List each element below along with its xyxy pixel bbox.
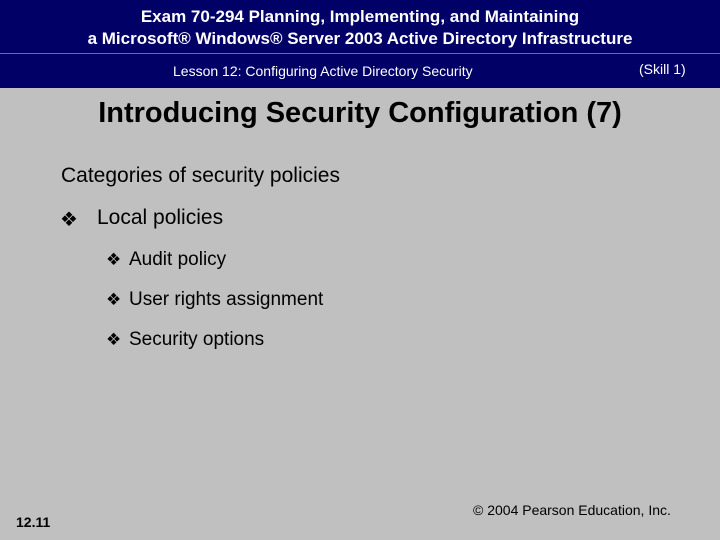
- list-item-audit-policy: Audit policy: [129, 249, 227, 270]
- list-item-security-options: Security options: [129, 329, 265, 350]
- diamond-bullet-icon: ❖: [106, 250, 122, 270]
- slide-title: Introducing Security Configuration (7): [98, 97, 622, 129]
- list-item-local-policies: Local policies: [97, 206, 224, 229]
- intro-text: Categories of security policies: [61, 164, 340, 187]
- diamond-bullet-icon: ❖: [60, 207, 78, 231]
- list-item-user-rights-assignment: User rights assignment: [129, 289, 324, 310]
- header-divider: [0, 53, 720, 54]
- course-title-line-1: Exam 70-294 Planning, Implementing, and Maintaining: [140, 7, 580, 26]
- header-banner: [0, 0, 720, 88]
- diamond-bullet-icon: ❖: [106, 290, 122, 310]
- diamond-bullet-icon: ❖: [106, 330, 122, 350]
- lesson-label: Lesson 12: Configuring Active Directory Security: [173, 63, 473, 79]
- slide-number: 12.11: [16, 514, 51, 530]
- copyright-notice: © 2004 Pearson Education, Inc.: [473, 502, 671, 518]
- skill-label: (Skill 1): [639, 61, 686, 77]
- course-title-line-2: a Microsoft® Windows® Server 2003 Active Directory Infrastructure: [87, 29, 633, 48]
- course-title: [0, 6, 720, 50]
